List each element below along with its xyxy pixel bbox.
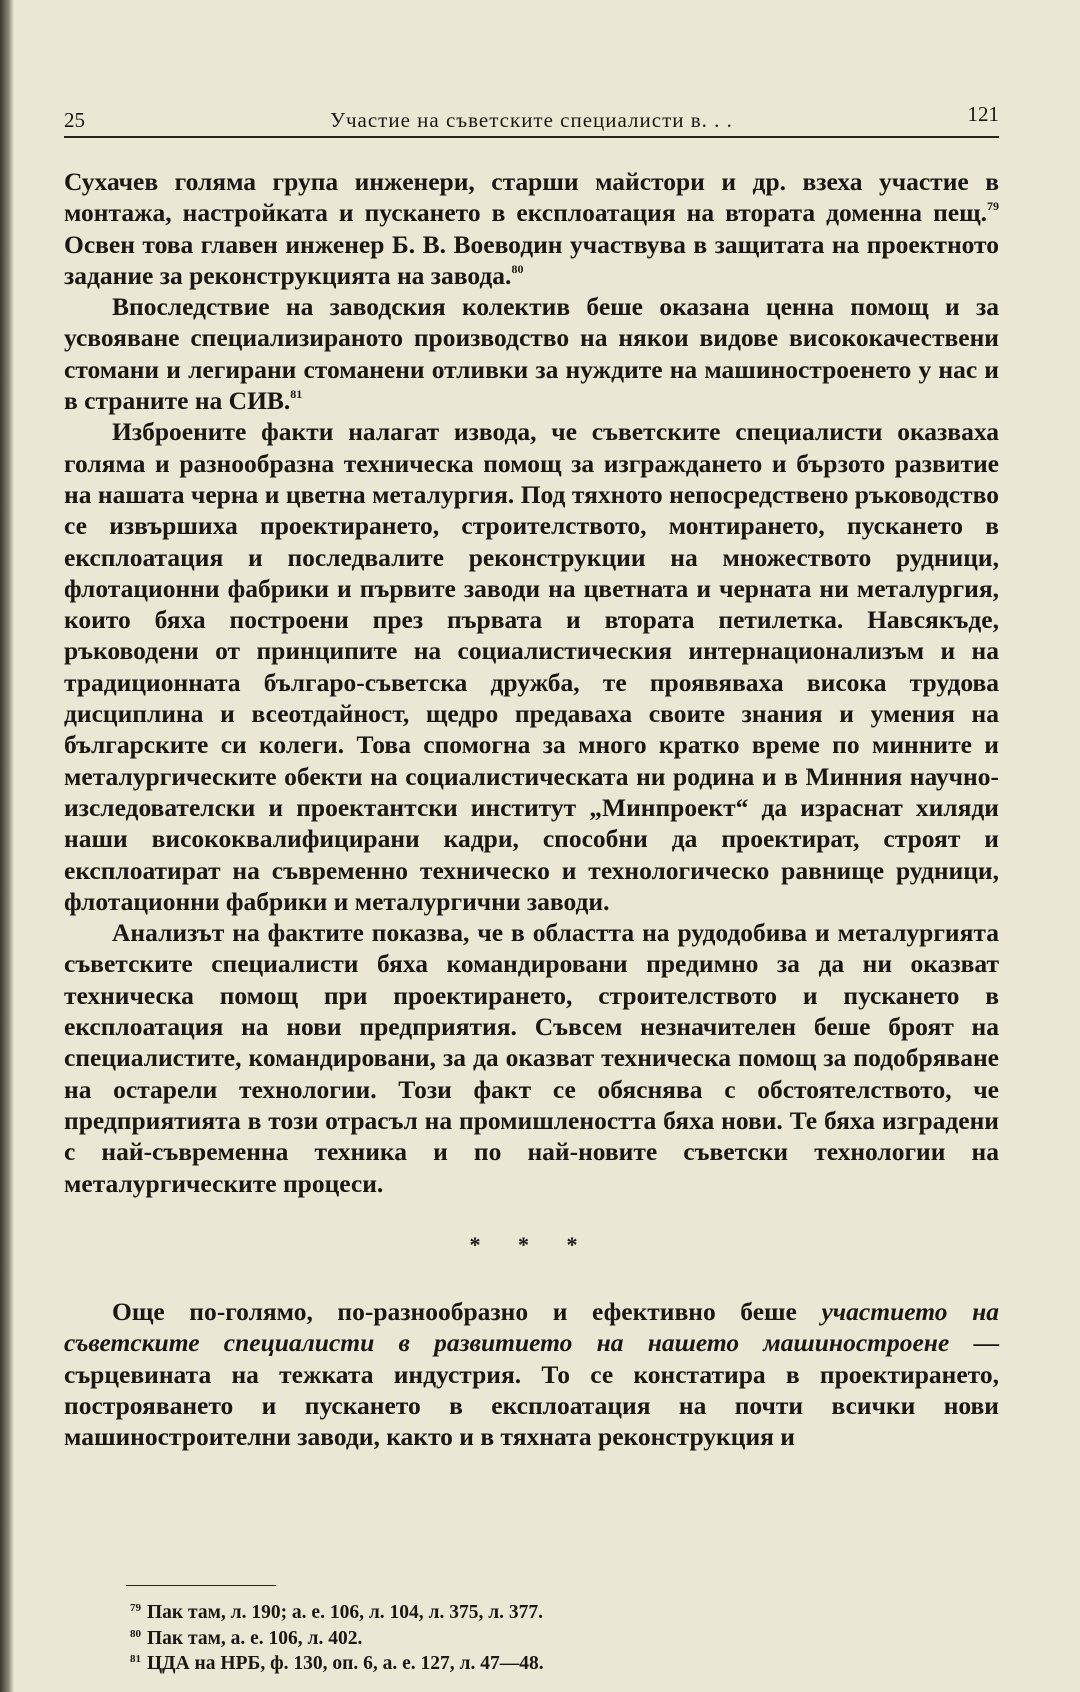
body-text bbox=[64, 166, 999, 1453]
paragraph-list bbox=[64, 166, 999, 1199]
paragraph-text: Изброените факти налагат извода, че съветските специалисти оказваха голяма и разнообразна техническа помощ за изграждането и бързото развитие на нашата черна и цветна металургия. Под тяхното непосредствено ръководство се извършиха проектирането, строителството, монтирането, пускането в експлоатация и последвалите реконструкции на множеството рудници, флотационни фабрики и първите заводи на цветната и черната ни металургия, които бяха построени през първата и втората петилетка. Навсякъде, ръководени от принципите на социалистическия интернационализъм и на традиционната българо-съветска дружба, те проявяваха висока трудова дисциплина и всеотдайност, щедро предаваха своите знания и умения на българските си колеги. Това спомогна за много кратко време по минните и металургическите обекти на социалистическата ни родина и в Минния научно-изследователски и проектантски институт „Минпроект“ да израснат хиляди наши висококвалифицирани кадри, способни да проектират, строят и експлоатират на съвременно техническо и технологическо равнище рудници, флотационни фабрики и металургични заводи. bbox=[64, 417, 999, 916]
footnote-text: ЦДА на НРБ, ф. 130, оп. 6, а. е. 127, л. 47—48. bbox=[147, 1653, 544, 1674]
final-paragraph bbox=[64, 1296, 999, 1452]
footnote bbox=[64, 1600, 999, 1626]
section-separator: * * * bbox=[469, 1231, 594, 1257]
footnote-rule bbox=[126, 1585, 276, 1586]
footnote-number: 81 bbox=[130, 1653, 141, 1665]
final-paragraph-lead: Още по-голямо, по-разнообразно и ефективно беше bbox=[112, 1297, 822, 1327]
paragraph-text: Освен това главен инженер Б. В. Воеводин участвува в защитата на проектното задание за реконструкцията на завода. bbox=[64, 229, 999, 290]
footnote-reference[interactable]: 80 bbox=[511, 261, 524, 276]
paragraph bbox=[64, 291, 999, 416]
footnote-reference[interactable]: 79 bbox=[987, 199, 999, 214]
page-header bbox=[64, 100, 999, 138]
footnote-text: Пак там, л. 190; а. е. 106, л. 104, л. 375, л. 377. bbox=[147, 1602, 544, 1623]
footnote-number: 80 bbox=[130, 1627, 141, 1640]
book-page bbox=[64, 100, 999, 1453]
final-paragraph-italic: участието на съветските специалисти в развитието на нашето машиностроене bbox=[64, 1297, 999, 1358]
final-paragraph-rest: — сърцевината на тежката индустрия. То се констатира в проектирането, построяването и пускането в експлоатация на почти всички нови машиностроителни заводи, както и в тяхната реконструкция и bbox=[64, 1328, 999, 1452]
paragraph-text: Анализът на фактите показва, че в областта на рудодобива и металургията съветските специалисти бяха командировани предимно за да ни оказват техническа помощ при проектирането, строителството и пускането в експлоатация на нови предприятия. Съвсем незначителен беше броят на специалистите, командировани, за да оказват техническа помощ за подобряване на остарели технологии. Този факт се обяснява с обстоятелството, че предприятията в този отрасъл на промишлеността бяха нови. Те бяха изградени с най-съвременна техника и по най-новите съветски технологии на металургическите процеси. bbox=[64, 918, 999, 1198]
footnote-reference[interactable]: 81 bbox=[290, 387, 303, 402]
paragraph-text: Сухачев голяма група инженери, старши майстори и др. взеха участие в монтажа, настройката и пускането в експлоатация на втората доменна пещ. bbox=[64, 167, 999, 228]
footnote-number: 79 bbox=[130, 1602, 141, 1614]
footnote-text: Пак там, а. е. 106, л. 402. bbox=[147, 1627, 363, 1649]
paragraph-text: Впоследствие на заводския колектив беше оказана ценна помощ и за усвояване специализираното производство на някои видове висококачествени стомани и легирани стоманени отливки за нуждите на машиностроенето у нас и в страните на СИВ. bbox=[64, 292, 999, 416]
paragraph bbox=[64, 166, 999, 291]
book-binding-edge bbox=[0, 0, 14, 1692]
paragraph bbox=[64, 917, 999, 1199]
page-number: 121 bbox=[967, 102, 999, 126]
running-title: Участие на съветските специалисти в. . . bbox=[330, 108, 733, 132]
paragraph bbox=[64, 416, 999, 917]
footnotes bbox=[64, 1585, 999, 1677]
signature-number: 25 bbox=[64, 108, 85, 132]
footnote bbox=[64, 1626, 999, 1652]
footnote-list bbox=[64, 1600, 999, 1677]
footnote bbox=[64, 1651, 999, 1677]
